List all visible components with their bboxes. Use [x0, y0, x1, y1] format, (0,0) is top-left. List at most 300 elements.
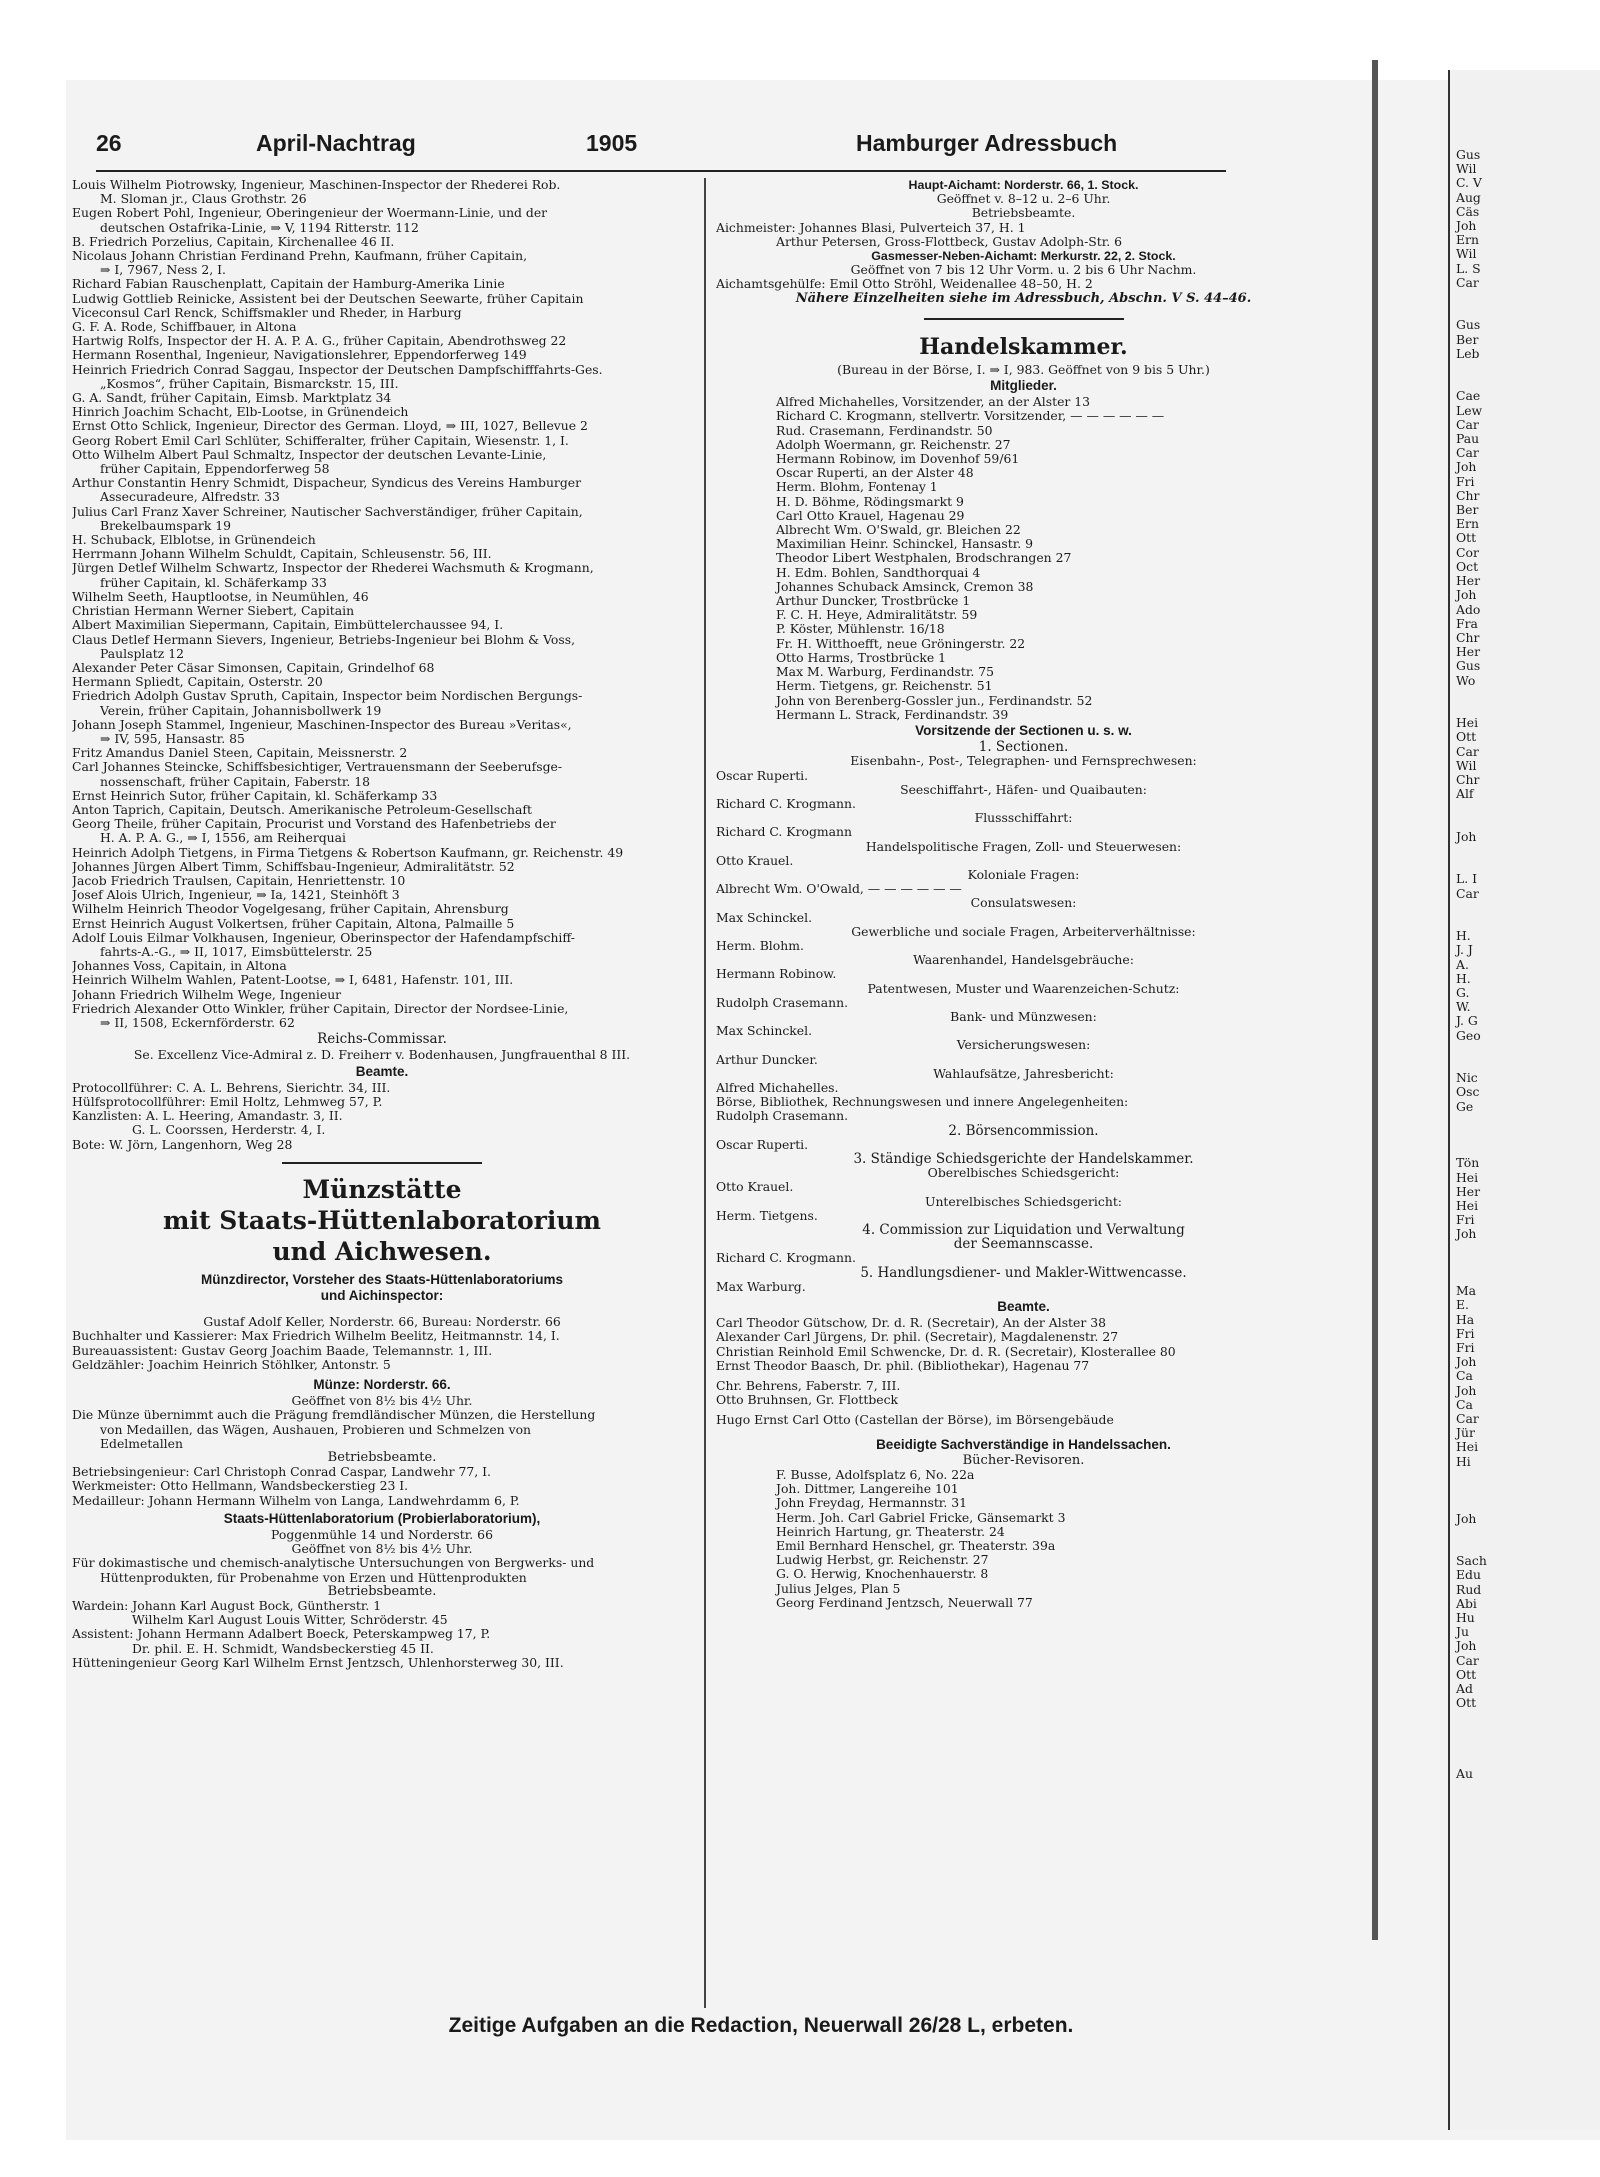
aich-hours: Geöffnet v. 8–12 u. 2–6 Uhr.: [936, 192, 1111, 207]
labor-text-line: Hüttenprodukten, für Probenahme von Erzen und Hüttenprodukten: [100, 1570, 527, 1585]
section-chair: Rudolph Crasemann.: [716, 995, 849, 1010]
mitglied: Herm. Blohm, Fontenay 1: [776, 480, 938, 495]
fragment-line: [1450, 901, 1600, 915]
fragment-line: [1450, 1256, 1600, 1270]
page-fold: [1372, 60, 1378, 1940]
gas-hours: Geöffnet von 7 bis 12 Uhr Vorm. u. 2 bis 6 Uhr Nachm.: [850, 263, 1197, 278]
beamte-title: Beamte.: [355, 1063, 409, 1079]
entry-line: Georg Robert Emil Carl Schlüter, Schifferalter, früher Capitain, Wiesenstr. 1, I.: [72, 433, 569, 448]
entry-line: Carl Johannes Steincke, Schiffsbesichtiger, Vertrauensmann der Seeberufsge-: [72, 760, 563, 775]
entry-line: Ludwig Gottlieb Reinicke, Assistent bei der Deutschen Seewarte, früher Capitain: [72, 291, 584, 306]
beamte-line: Hülfsprotocollführer: Emil Holtz, Lehmweg 57, P.: [72, 1095, 383, 1109]
fragment-line: Wo: [1456, 672, 1476, 688]
fragment-line: [1450, 290, 1600, 304]
fragment-line: [1450, 915, 1600, 929]
next-page-text: [1450, 148, 1600, 1781]
fragment-line: Fri: [1456, 1325, 1475, 1341]
section-divider: [282, 1162, 482, 1164]
footer-notice: Zeitige Aufgaben an die Redaction, Neuerwall 26/28 L, erbeten.: [448, 2014, 1074, 2037]
entry-line: Viceconsul Carl Renck, Schiffsmakler und Rheder, in Harburg: [72, 305, 462, 320]
fragment-line: Geo: [1456, 1027, 1481, 1043]
fragment-line: Joh: [1456, 218, 1477, 234]
aich-betrieb: Betriebsbeamte.: [971, 206, 1076, 221]
muenze-text-line: von Medaillen, das Wägen, Aushauen, Probieren und Schmelzen von: [100, 1422, 532, 1437]
entry-line: B. Friedrich Porzelius, Capitain, Kirchenallee 46 II.: [72, 234, 395, 249]
entry-line: Eugen Robert Pohl, Ingenieur, Oberingenieur der Woermann-Linie, und der: [72, 206, 548, 221]
fragment-line: [1450, 1128, 1600, 1142]
section-heading: Gewerbliche und sociale Fragen, Arbeiterverhältnisse:: [851, 924, 1196, 939]
entry-line: Johannes Jürgen Albert Timm, Schiffsbau-Ingenieur, Admiralitätstr. 52: [72, 859, 515, 874]
entry-line: Heinrich Wilhelm Wahlen, Patent-Lootse, ⇒ I, 6481, Hafenstr. 101, III.: [72, 973, 514, 988]
fragment-line: Ge: [1456, 1098, 1474, 1114]
fragment-line: Joh: [1456, 1510, 1477, 1526]
right-running-title: Hamburger Adressbuch: [856, 130, 1118, 156]
entry-line: Johann Friedrich Wilhelm Wege, Ingenieur: [72, 987, 342, 1002]
section-heading: Bank- und Münzwesen:: [950, 1009, 1097, 1024]
fragment-line: Ott: [1456, 729, 1477, 745]
fragment-line: Her: [1456, 573, 1481, 589]
buecher-revisor: Heinrich Hartung, gr. Theaterstr. 24: [776, 1524, 1005, 1539]
page-header: [96, 124, 1226, 164]
buecher-revisor: Emil Bernhard Henschel, gr. Theaterstr. 39a: [776, 1539, 1056, 1554]
betrieb2-title: Betriebsbeamte.: [327, 1584, 437, 1599]
betrieb2-list: [72, 1599, 692, 1670]
fragment-line: Chr: [1456, 487, 1480, 503]
muenz-lines: [72, 1315, 692, 1372]
fragment-line: Car: [1456, 445, 1479, 461]
entry-line: Hinrich Joachim Schacht, Elb-Lootse, in Grünendeich: [72, 405, 409, 420]
hk-beamte2-list: [716, 1379, 1331, 1407]
fragment-line: Her: [1456, 1183, 1481, 1199]
fragment-line: Ha: [1456, 1311, 1475, 1327]
entry-line: M. Sloman jr., Claus Grothstr. 26: [100, 192, 307, 207]
entry-line: früher Capitain, kl. Schäferkamp 33: [100, 575, 327, 590]
section-heading: Koloniale Fragen:: [967, 867, 1080, 882]
right-column: [716, 178, 1331, 1610]
hk-beamte2-line: Otto Bruhnsen, Gr. Flottbeck: [716, 1393, 899, 1408]
entry-line: Louis Wilhelm Piotrowsky, Ingenieur, Maschinen-Inspector der Rhederei Rob.: [72, 178, 561, 192]
buecher-list: [716, 1468, 1331, 1610]
muenze-text-line: Edelmetallen: [100, 1436, 183, 1451]
mitglied: H. Edm. Bohlen, Sandthorquai 4: [776, 565, 981, 580]
mitglied: Herm. Tietgens, gr. Reichenstr. 51: [776, 679, 993, 694]
mitglied: Fr. H. Witthoefft, neue Gröningerstr. 22: [776, 636, 1026, 651]
entry-line: Richard Fabian Rauschenplatt, Capitain der Hamburg-Amerika Linie: [72, 277, 505, 292]
scan-margin: [0, 0, 1600, 72]
buecher-revisor: Julius Jelges, Plan 5: [776, 1581, 901, 1596]
fragment-line: Gus: [1456, 317, 1481, 333]
fragment-line: Lew: [1456, 402, 1483, 418]
fragment-line: Ott: [1456, 530, 1477, 546]
entry-line: Johann Joseph Stammel, Ingenieur, Maschinen-Inspector des Bureau »Veritas«,: [72, 717, 572, 732]
fragment-line: Fri: [1456, 1212, 1475, 1228]
section-chair: Richard C. Krogmann.: [716, 796, 856, 811]
mitglieder-list: [716, 395, 1331, 722]
betrieb2-line: Assistent: Johann Hermann Adalbert Boeck, Peterskampweg 17, P.: [72, 1627, 491, 1642]
entry-line: Claus Detlef Hermann Sievers, Ingenieur, Betriebs-Ingenieur bei Blohm & Voss,: [72, 632, 576, 647]
fragment-line: [1450, 1526, 1600, 1540]
muenz-director-2: und Aichinspector:: [320, 1288, 444, 1304]
fragment-line: L. S: [1456, 260, 1481, 276]
section-heading: Seeschiffahrt-, Häfen- und Quaibauten:: [900, 782, 1147, 797]
sections-list: [716, 754, 1331, 1095]
mitglied: F. C. H. Heye, Admiralitätstr. 59: [776, 608, 978, 623]
fragment-line: W.: [1456, 999, 1471, 1015]
header-rule: [96, 170, 1226, 172]
section-heading: Wahlaufsätze, Jahresbericht:: [933, 1066, 1114, 1081]
entry-line: Anton Taprich, Capitain, Deutsch. Amerikanische Petroleum-Gesellschaft: [72, 802, 532, 817]
naehere-hinweis: Nähere Einzelheiten siehe im Adressbuch, Abschn. V S. 44–46.: [795, 291, 1252, 306]
buecher-revisor: John Freydag, Hermannstr. 31: [776, 1496, 968, 1511]
fragment-line: [1450, 844, 1600, 858]
section-chair: Oscar Ruperti.: [716, 768, 809, 783]
beamte-line: Kanzlisten: A. L. Heering, Amandastr. 3, II.: [72, 1109, 343, 1124]
mitglieder-title: Mitglieder.: [990, 378, 1057, 394]
fragment-line: Car: [1456, 1652, 1479, 1668]
fragment-line: Pau: [1456, 431, 1480, 447]
sec2-name: Oscar Ruperti.: [716, 1137, 809, 1152]
fragment-line: G.: [1456, 984, 1470, 1000]
mitglied: Max M. Warburg, Ferdinandstr. 75: [776, 665, 995, 680]
aich-line: Aichmeister: Johannes Blasi, Pulverteich 37, H. 1: [716, 220, 1026, 235]
entry-line: nossenschaft, früher Capitain, Faberstr. 18: [100, 774, 371, 789]
fragment-line: Car: [1456, 743, 1479, 759]
muenze-text-line: Die Münze übernimmt auch die Prägung fremdländischer Münzen, die Herstellung: [72, 1408, 596, 1423]
fragment-line: C. V: [1456, 175, 1482, 191]
section-heading: Versicherungswesen:: [956, 1038, 1091, 1053]
entry-line: Ernst Otto Schlick, Ingenieur, Director des German. Lloyd, ⇒ III, 1027, Bellevue 2: [72, 419, 588, 434]
sec3-a: Oberelbisches Schiedsgericht:: [927, 1166, 1120, 1181]
entry-line: Wilhelm Heinrich Theodor Vogelgesang, früher Capitain, Ahrensburg: [72, 902, 509, 917]
section-chair: Hermann Robinow.: [716, 967, 837, 982]
sec2-title: 2. Börsencommission.: [948, 1123, 1099, 1138]
mitglied: Arthur Duncker, Trostbrücke 1: [776, 594, 971, 609]
fragment-line: Car: [1456, 1411, 1479, 1427]
entry-line: Albert Maximilian Siepermann, Capitain, Eimbüttelerchaussee 94, I.: [72, 618, 504, 633]
beamte-line: G. L. Coorssen, Herderstr. 4, I.: [132, 1123, 326, 1138]
fragment-line: Abi: [1456, 1595, 1477, 1611]
mitglied: John von Berenberg-Gossler jun., Ferdinandstr. 52: [776, 693, 1093, 708]
page-number: 26: [96, 130, 122, 156]
fragment-line: [1450, 1753, 1600, 1767]
aich-title: Haupt-Aichamt: Norderstr. 66, 1. Stock.: [908, 178, 1139, 192]
section-heading: Patentwesen, Muster und Waarenzeichen-Schutz:: [867, 981, 1180, 996]
entry-line: Otto Wilhelm Albert Paul Schmaltz, Inspector der deutschen Levante-Linie,: [72, 447, 547, 462]
entry-line: Alexander Peter Cäsar Simonsen, Capitain, Grindelhof 68: [72, 660, 435, 675]
entry-line: G. F. A. Rode, Schiffbauer, in Altona: [72, 320, 297, 335]
fragment-line: [1450, 816, 1600, 830]
fragment-line: [1450, 1043, 1600, 1057]
fragment-line: Chr: [1456, 629, 1480, 645]
fragment-line: [1450, 1725, 1600, 1739]
fragment-line: Hi: [1456, 1453, 1471, 1469]
sec5-title: 5. Handlungsdiener- und Makler-Wittwencasse.: [860, 1265, 1187, 1280]
fragment-line: Tön: [1456, 1155, 1480, 1171]
beamte-list: [72, 1081, 692, 1152]
sec1-title: 1. Sectionen.: [978, 740, 1069, 755]
muenz-title-1: Münzstätte: [302, 1174, 462, 1204]
muenze-label: Münze: Norderstr. 66.: [313, 1377, 451, 1393]
mitglied: Rud. Crasemann, Ferdinandstr. 50: [776, 423, 993, 438]
fragment-line: Joh: [1456, 828, 1477, 844]
left-entries: [72, 178, 692, 1030]
entry-line: fahrts-A.-G., ⇒ II, 1017, Eimsbüttelerstr. 25: [100, 944, 373, 959]
mitglied: P. Köster, Mühlenstr. 16/18: [776, 622, 945, 637]
sec3-title: 3. Ständige Schiedsgerichte der Handelskammer.: [853, 1152, 1194, 1167]
fragment-line: Oct: [1456, 558, 1479, 574]
fragment-line: [1450, 1540, 1600, 1554]
fragment-line: [1450, 1739, 1600, 1753]
betrieb2-line: Wilhelm Karl August Louis Witter, Schröderstr. 45: [132, 1613, 448, 1628]
fragment-line: H.: [1456, 928, 1471, 944]
sec3-b: Unterelbisches Schiedsgericht:: [925, 1194, 1122, 1209]
buecher-revisor: Herm. Joh. Carl Gabriel Fricke, Gänsemarkt 3: [776, 1510, 1066, 1525]
hk-beamte-line: Ernst Theodor Baasch, Dr. phil. (Bibliothekar), Hagenau 77: [716, 1358, 1090, 1373]
column-rule: [704, 178, 706, 2008]
entry-line: Paulsplatz 12: [100, 646, 184, 661]
mitglied: Oscar Ruperti, an der Alster 48: [776, 466, 974, 481]
fragment-line: Joh: [1456, 1382, 1477, 1398]
vors-title: Vorsitzende der Sectionen u. s. w.: [915, 722, 1132, 738]
fragment-line: Ber: [1456, 502, 1479, 518]
section-heading: Consulatswesen:: [970, 896, 1077, 911]
fragment-line: Joh: [1456, 587, 1477, 603]
left-column: [72, 178, 692, 1670]
fragment-line: Rud: [1456, 1581, 1482, 1597]
fragment-line: Her: [1456, 644, 1481, 660]
left-running-title: April-Nachtrag: [256, 130, 416, 156]
betrieb2-line: Wardein: Johann Karl August Bock, Güntherstr. 1: [72, 1599, 382, 1614]
entry-line: Wilhelm Seeth, Hauptlootse, in Neumühlen, 46: [72, 589, 369, 604]
muenze-text: [72, 1408, 692, 1451]
sec4-name: Richard C. Krogmann.: [716, 1251, 856, 1266]
fragment-line: J. G: [1456, 1013, 1478, 1029]
gas-helper: Aichamtsgehülfe: Emil Otto Ströhl, Weidenallee 48–50, H. 2: [716, 277, 1093, 292]
buecher-revisor: F. Busse, Adolfsplatz 6, No. 22a: [776, 1468, 975, 1483]
fragment-line: Fri: [1456, 473, 1475, 489]
labor-text: [72, 1556, 692, 1584]
sec4-title-2: der Seemannscasse.: [953, 1237, 1094, 1252]
fragment-line: [1450, 1469, 1600, 1483]
mitglied: Otto Harms, Trostbrücke 1: [776, 650, 947, 665]
section-chair: Richard C. Krogmann: [716, 825, 852, 840]
fragment-line: Joh: [1456, 1354, 1477, 1370]
fragment-line: Ado: [1456, 601, 1481, 617]
fragment-line: [1450, 1483, 1600, 1497]
fragment-line: [1450, 361, 1600, 375]
buecher-title: Bücher-Revisoren.: [962, 1453, 1085, 1468]
entry-line: Georg Theile, früher Capitain, Procurist und Vorstand des Hafenbetriebs der: [72, 817, 556, 832]
entry-line: Hermann Spliedt, Capitain, Osterstr. 20: [72, 675, 323, 690]
labor-title: Staats-Hüttenlaboratorium (Probierlaboratorium),: [223, 1510, 541, 1526]
labor-text-line: Für dokimastische und chemisch-analytische Untersuchungen von Bergwerks- und: [72, 1556, 595, 1571]
fragment-line: H.: [1456, 970, 1471, 986]
fragment-line: [1450, 702, 1600, 716]
beamte-line: Protocollführer: C. A. L. Behrens, Sierichtr. 34, III.: [72, 1080, 391, 1095]
section-heading: Flussschiffahrt:: [974, 811, 1073, 826]
mitglied: Albrecht Wm. O'Swald, gr. Bleichen 22: [776, 523, 1021, 538]
fragment-line: Wil: [1456, 757, 1477, 773]
muenz-line: Geldzähler: Joachim Heinrich Stöhlker, Antonstr. 5: [72, 1357, 391, 1372]
sec3-b-name: Herm. Tietgens.: [716, 1208, 818, 1223]
mitglied: Theodor Libert Westphalen, Brodschrangen 27: [776, 551, 1072, 566]
fragment-line: Car: [1456, 416, 1479, 432]
section-chair: Albrecht Wm. O'Owald, — — — — — —: [716, 882, 962, 897]
mitglied: Alfred Michahelles, Vorsitzender, an der Alster 13: [776, 395, 1091, 410]
castellan: Hugo Ernst Carl Otto (Castellan der Börse), im Börsengebäude: [716, 1413, 1114, 1428]
fragment-line: [1450, 375, 1600, 389]
entry-line: Heinrich Adolph Tietgens, in Firma Tietgens & Robertson Kaufmann, gr. Reichenstr. 49: [72, 845, 624, 860]
fragment-line: Wil: [1456, 161, 1477, 177]
fragment-line: [1450, 1270, 1600, 1284]
muenz-line: Bureauassistent: Gustav Georg Joachim Baade, Telemannstr. 1, III.: [72, 1343, 493, 1358]
hk-beamte2-line: Chr. Behrens, Faberstr. 7, III.: [716, 1379, 901, 1394]
entry-line: Johannes Voss, Capitain, in Altona: [72, 959, 287, 974]
fragment-line: Hei: [1456, 715, 1479, 731]
fragment-line: Hu: [1456, 1609, 1475, 1625]
buecher-revisor: Ludwig Herbst, gr. Reichenstr. 27: [776, 1553, 989, 1568]
fragment-line: [1450, 1497, 1600, 1511]
fragment-line: J. J: [1456, 942, 1473, 958]
mitglied: Johannes Schuback Amsinck, Cremon 38: [776, 579, 1034, 594]
entry-line: Brekelbaumspark 19: [100, 518, 232, 533]
fragment-line: Ma: [1456, 1283, 1477, 1299]
muenz-title-3: und Aichwesen.: [272, 1236, 492, 1266]
mitglied: Carl Otto Krauel, Hagenau 29: [776, 508, 965, 523]
fragment-line: [1450, 1114, 1600, 1128]
betrieb1-line: Medailleur: Johann Hermann Wilhelm von Langa, Landwehrdamm 6, P.: [72, 1493, 520, 1508]
entry-line: Hermann Rosenthal, Ingenieur, Navigationslehrer, Eppendorferweg 149: [72, 348, 527, 363]
entry-line: Verein, früher Capitain, Johannisbollwerk 19: [100, 703, 382, 718]
betrieb1-line: Betriebsingenieur: Carl Christoph Conrad Caspar, Landwehr 77, I.: [72, 1465, 491, 1480]
entry-line: Arthur Constantin Henry Schmidt, Dispacheur, Syndicus des Vereins Hamburger: [72, 476, 582, 491]
muenz-line: Buchhalter und Kassierer: Max Friedrich Wilhelm Beelitz, Heitmannstr. 14, I.: [72, 1329, 560, 1344]
betrieb1-list: [72, 1465, 692, 1508]
reichs-line: Se. Excellenz Vice-Admiral z. D. Freiherr v. Bodenhausen, Jungfrauenthal 8 III.: [133, 1048, 631, 1063]
section-heading: Eisenbahn-, Post-, Telegraphen- und Fernsprechwesen:: [850, 754, 1197, 769]
fragment-line: Wil: [1456, 246, 1477, 262]
hk-beamte-line: Alexander Carl Jürgens, Dr. phil. (Secretair), Magdalenenstr. 27: [716, 1330, 1119, 1345]
entry-line: Ernst Heinrich August Volkertsen, früher Capitain, Altona, Palmaille 5: [72, 916, 515, 931]
entry-line: Jacob Friedrich Traulsen, Capitain, Henriettenstr. 10: [72, 873, 406, 888]
buecher-revisor: G. O. Herwig, Knochenhauerstr. 8: [776, 1567, 989, 1582]
fragment-line: Cor: [1456, 544, 1479, 560]
hk-beamte-line: Christian Reinhold Emil Schwencke, Dr. d. R. (Secretair), Klosterallee 80: [716, 1344, 1176, 1359]
fragment-line: [1450, 801, 1600, 815]
fragment-line: L. I: [1456, 871, 1477, 887]
section-chair: Herm. Blohm.: [716, 938, 804, 953]
fragment-line: Ju: [1456, 1624, 1469, 1640]
sec5-name: Max Warburg.: [716, 1279, 806, 1294]
betrieb2-line: Hütteningenieur Georg Karl Wilhelm Ernst Jentzsch, Uhlenhorsterweg 30, III.: [72, 1655, 564, 1670]
entry-line: ⇒ IV, 595, Hansastr. 85: [100, 731, 245, 746]
gas-title: Gasmesser-Neben-Aichamt: Merkurstr. 22, 2. Stock.: [871, 249, 1176, 264]
labor-hours: Geöffnet von 8½ bis 4½ Uhr.: [291, 1542, 473, 1557]
entry-line: Adolf Louis Eilmar Volkhausen, Ingenieur, Oberinspector der Hafendampfschiff-: [72, 930, 575, 945]
fragment-line: A.: [1456, 956, 1469, 972]
fragment-line: Sach: [1456, 1553, 1487, 1569]
hk-sub: (Bureau in der Börse, I. ⇒ I, 983. Geöffnet von 9 bis 5 Uhr.): [837, 362, 1210, 377]
fragment-line: Leb: [1456, 345, 1480, 361]
fragment-line: Cäs: [1456, 203, 1480, 219]
fragment-line: [1450, 1242, 1600, 1256]
aich-line: Arthur Petersen, Gross-Flottbeck, Gustav Adolph-Str. 6: [776, 234, 1123, 249]
entry-line: Assecuradeure, Alfredstr. 33: [100, 490, 280, 505]
entry-line: Friedrich Alexander Otto Winkler, früher Capitain, Director der Nordsee-Linie,: [72, 1001, 569, 1016]
mitglied: Maximilian Heinr. Schinckel, Hansastr. 9: [776, 537, 1034, 552]
fragment-line: [1450, 688, 1600, 702]
section-chair: Max Schinckel.: [716, 1024, 813, 1039]
entry-line: G. A. Sandt, früher Capitain, Eimsb. Marktplatz 34: [72, 391, 392, 406]
entry-line: Herrmann Johann Wilhelm Schuldt, Capitain, Schleusenstr. 56, III.: [72, 547, 492, 562]
labor-addr: Poggenmühle 14 und Norderstr. 66: [271, 1528, 493, 1543]
buecher-revisor: Joh. Dittmer, Langereihe 101: [776, 1482, 959, 1497]
document-page: [66, 80, 1600, 2140]
fragment-line: Joh: [1456, 1226, 1477, 1242]
fragment-line: Joh: [1456, 459, 1477, 475]
muenz-line: Gustaf Adolf Keller, Norderstr. 66, Bureau: Norderstr. 66: [203, 1315, 561, 1330]
betrieb2-line: Dr. phil. E. H. Schmidt, Wandsbeckerstieg 45 II.: [132, 1641, 434, 1656]
entry-line: Christian Hermann Werner Siebert, Capitain: [72, 604, 355, 619]
section-chair: Max Schinckel.: [716, 910, 813, 925]
entry-line: ⇒ II, 1508, Eckernförderstr. 62: [100, 1015, 295, 1030]
hk-title: Handelskammer.: [919, 333, 1128, 360]
fragment-line: [1450, 1142, 1600, 1156]
fragment-line: Jür: [1456, 1425, 1475, 1441]
entry-line: H. A. P. A. G., ⇒ I, 1556, am Reiherquai: [100, 831, 347, 846]
fragment-line: Au: [1456, 1766, 1473, 1782]
boerse-line: Börse, Bibliothek, Rechnungswesen und innere Angelegenheiten:: [716, 1095, 1129, 1110]
section-chair: Arthur Duncker.: [716, 1052, 818, 1067]
fragment-line: Cae: [1456, 388, 1481, 404]
hk-beamte-title: Beamte.: [997, 1299, 1050, 1315]
entry-line: früher Capitain, Eppendorferweg 58: [100, 462, 330, 477]
mitglied: Hermann L. Strack, Ferdinandstr. 39: [776, 707, 1009, 722]
betrieb1-line: Werkmeister: Otto Hellmann, Wandsbeckerstieg 23 I.: [72, 1479, 409, 1494]
entry-line: Nicolaus Johann Christian Ferdinand Prehn, Kaufmann, früher Capitain,: [72, 249, 528, 264]
next-page-fragment: [1448, 70, 1600, 2130]
fragment-line: Car: [1456, 274, 1479, 290]
fragment-line: Osc: [1456, 1084, 1480, 1100]
mitglied: H. D. Böhme, Rödingsmarkt 9: [776, 494, 964, 509]
year: 1905: [586, 130, 638, 156]
fragment-line: Nic: [1456, 1070, 1478, 1086]
fragment-line: Hei: [1456, 1439, 1479, 1455]
entry-line: deutschen Ostafrika-Linie, ⇒ V, 1194 Ritterstr. 112: [100, 220, 419, 235]
fragment-line: Chr: [1456, 771, 1480, 787]
sach-title: Beeidigte Sachverständige in Handelssachen.: [876, 1436, 1171, 1452]
fragment-line: Aug: [1456, 189, 1481, 205]
fragment-line: Ca: [1456, 1396, 1473, 1412]
mitglied: Adolph Woermann, gr. Reichenstr. 27: [776, 437, 1011, 452]
fragment-line: E.: [1456, 1297, 1469, 1313]
fragment-line: Ott: [1456, 1695, 1477, 1711]
fragment-line: Fra: [1456, 615, 1478, 631]
fragment-line: Joh: [1456, 1638, 1477, 1654]
muenze-hours: Geöffnet von 8½ bis 4½ Uhr.: [291, 1394, 473, 1409]
fragment-line: Ern: [1456, 516, 1479, 532]
section-heading: Waarenhandel, Handelsgebräuche:: [913, 953, 1134, 968]
mitglied: Richard C. Krogmann, stellvertr. Vorsitzender, — — — — — —: [776, 409, 1165, 424]
fragment-line: [1450, 304, 1600, 318]
section-heading: Handelspolitische Fragen, Zoll- und Steuerwesen:: [865, 839, 1182, 854]
betrieb1-title: Betriebsbeamte.: [327, 1451, 437, 1466]
fragment-line: Gus: [1456, 658, 1481, 674]
fragment-line: Gus: [1456, 147, 1481, 162]
mitglied: Hermann Robinow, im Dovenhof 59/61: [776, 452, 1020, 467]
divider-hk: [924, 318, 1124, 320]
fragment-line: Fri: [1456, 1340, 1475, 1356]
